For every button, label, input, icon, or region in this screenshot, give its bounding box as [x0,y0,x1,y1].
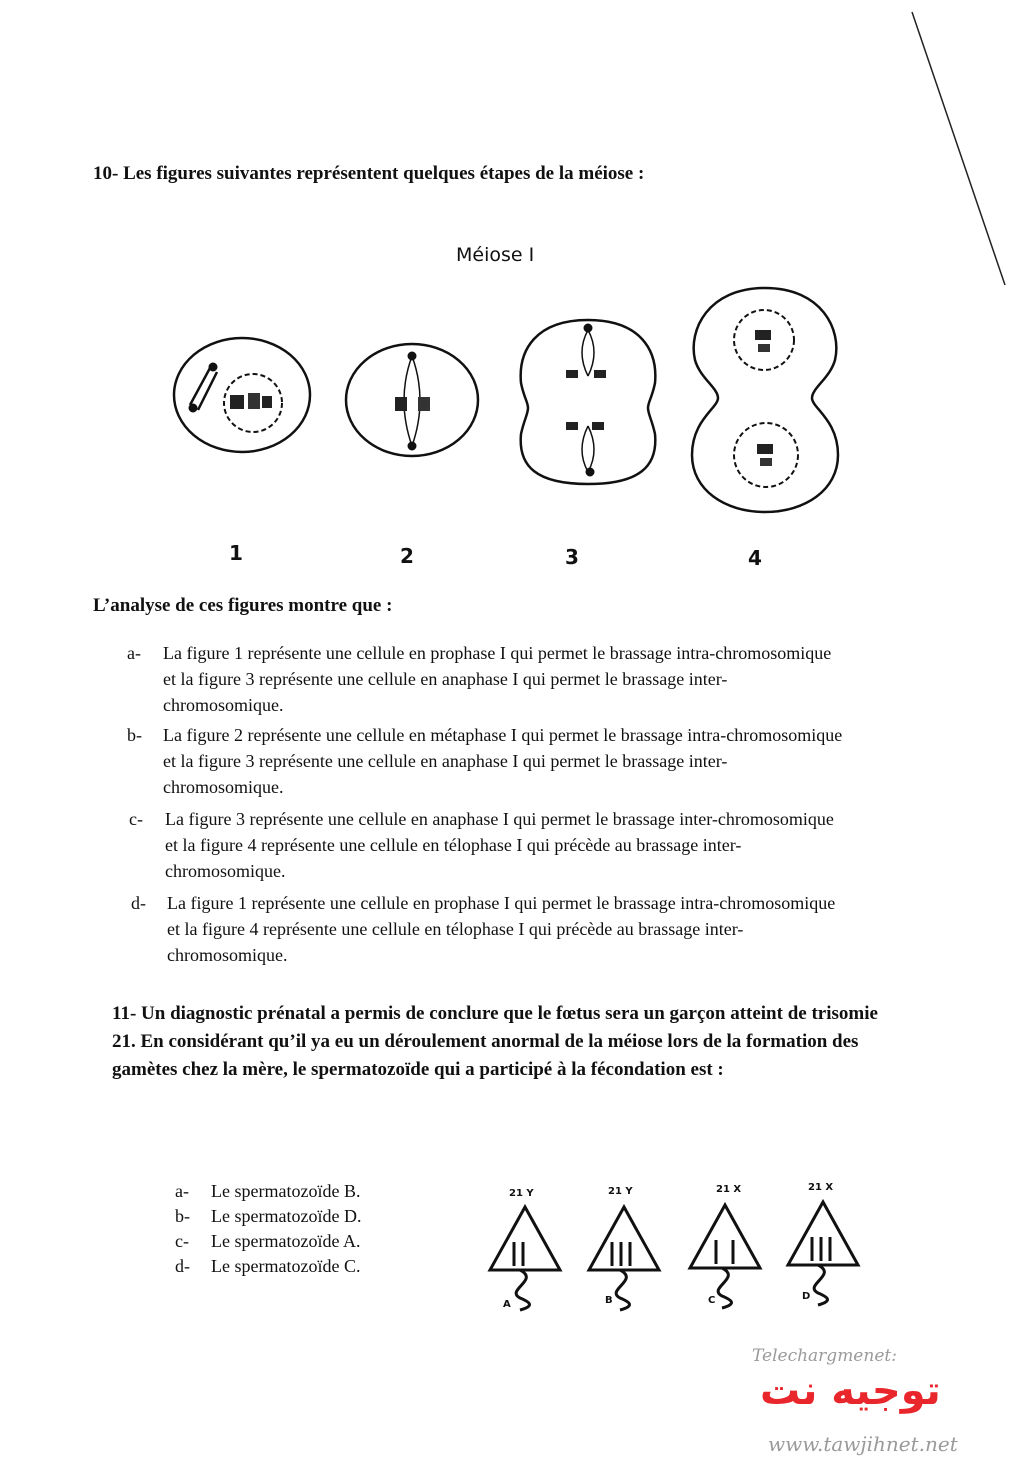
sperm-d-chromosomes: 21 X [808,1182,834,1193]
figure-number-3: 3 [565,545,579,569]
option-text: La figure 3 représente une cellule en anaphase I qui permet le brassage inter-chromosomique et la figure 4 représente une cellule en télophase I qui précède au brassage inter-chromosomique. [165,809,834,881]
option-label: c- [129,809,143,829]
option-label: d- [131,893,146,913]
sperm-d-letter: D [802,1291,811,1302]
watermark-download-label: Telechargmenet: [752,1346,897,1366]
option-text: Le spermatozoïde A. [211,1231,361,1251]
option-text: Le spermatozoïde B. [211,1181,361,1201]
question-11-text: 11- Un diagnostic prénatal a permis de conclure que le fœtus sera un garçon atteint de trisomie 21. En considérant qu’il ya eu un déroulement anormal de la méiose lors de la formation des gamètes chez la mère, le spermatozoïde qui a participé à la fécondation est : [112,1003,878,1080]
option-label: b- [127,725,142,745]
option-label: a- [127,643,141,663]
option-text: La figure 1 représente une cellule en prophase I qui permet le brassage intra-chromosomique et la figure 4 représente une cellule en télophase I qui précède au brassage inter-chromosomique. [167,893,836,965]
option-label: c- [175,1231,189,1251]
spermatozoon-b [589,1207,659,1310]
watermark-arabic-logo: توجيه نت [760,1368,941,1414]
spermatozoon-d [788,1202,858,1305]
option-text: Le spermatozoïde D. [211,1206,362,1226]
option-text: La figure 2 représente une cellule en métaphase I qui permet le brassage intra-chromosomique et la figure 3 représente une cellule en anaphase I qui permet le brassage inter-chromosomique. [163,725,843,797]
spermatozoon-c [690,1205,760,1308]
sperm-c-letter: C [708,1295,716,1306]
question-10-title: 10- Les figures suivantes représentent quelques étapes de la méiose : [93,163,645,184]
watermark-website[interactable]: www.tawjihnet.net [768,1432,958,1456]
sperm-a-chromosomes: 21 Y [509,1188,534,1199]
sperm-b-chromosomes: 21 Y [608,1186,633,1197]
option-label: b- [175,1206,190,1226]
sperm-b-letter: B [605,1295,613,1306]
figure-number-4: 4 [748,546,762,570]
figure-number-1: 1 [229,541,243,565]
sperm-a-letter: A [503,1299,511,1310]
spermatozoon-a [490,1207,560,1310]
option-label: d- [175,1256,190,1276]
figure-number-2: 2 [400,544,414,568]
sperm-c-chromosomes: 21 X [716,1184,742,1195]
option-text: La figure 1 représente une cellule en prophase I qui permet le brassage intra-chromosomique et la figure 3 représente une cellule en anaphase I qui permet le brassage inter-chromosomique. [163,643,832,715]
question-10-intro: L’analyse de ces figures montre que : [93,595,393,616]
option-text: Le spermatozoïde C. [211,1256,361,1276]
scan-edge-line [0,0,1009,300]
figure-title: Méiose I [456,244,535,266]
option-label: a- [175,1181,189,1201]
